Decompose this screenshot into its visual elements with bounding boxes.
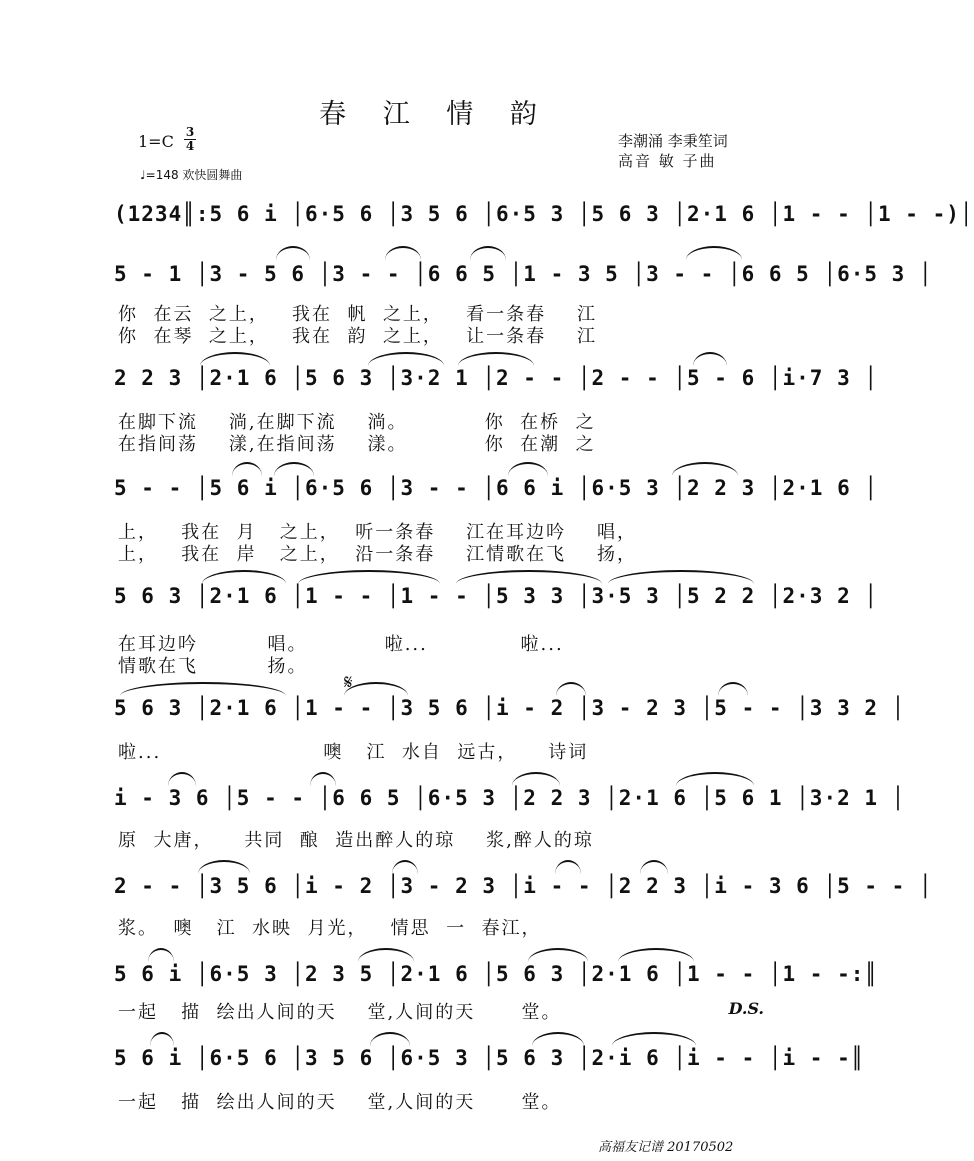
lyric-line-4a: 上， 我在 月 之上， 听一条春 江在耳边吟 唱， (118, 522, 637, 543)
lyric-line-2b: 你 在琴 之上， 我在 韵 之上， 让一条春 江 (118, 326, 597, 347)
slur (608, 570, 754, 584)
slur (344, 682, 408, 696)
segno-sign: 𝄋 (344, 670, 353, 694)
notes: i - 3 6 │5 - - │6 6 5 │6·5 3 │2 2 3 │2·1 6 │5 6 1 │3·2 1 │ (114, 786, 906, 810)
score-line-4 (114, 466, 879, 510)
slur (370, 1032, 410, 1046)
slur (358, 948, 414, 962)
lyric-line-5a: 在耳边吟 唱。 啦... 啦... (118, 634, 564, 655)
slur (556, 682, 586, 696)
slur (310, 772, 336, 786)
slur (618, 948, 694, 962)
slur (198, 860, 250, 874)
score-line-1 (114, 192, 974, 236)
slur (298, 570, 440, 584)
notes: 5 6 i │6·5 3 │2 3 5 │2·1 6 │5 6 3 │2·1 6 │1 - - │1 - -:║ (114, 962, 879, 986)
slur (528, 948, 588, 962)
slur (672, 462, 738, 476)
notes: 2 2 3 │2·1 6 │5 6 3 │3·2 1 │2 - - │2 - - │5 - 6 │i·7 3 │ (114, 366, 879, 390)
lyricist-credit: 李潮涌 李秉笙词 (618, 132, 728, 150)
time-signature-bottom: 4 (185, 139, 195, 153)
slur (276, 246, 310, 260)
lyric-line-7: 原 大唐， 共同 酿 造出醉人的琼 浆,醉人的琼 (118, 830, 594, 851)
notes: 5 - - │5 6 i │6·5 6 │3 - - │6 6 i │6·5 3 │2 2 3 │2·1 6 │ (114, 476, 879, 500)
song-title: 春 江 情 韵 (319, 99, 551, 130)
notes: (1234║:5 6 i │6·5 6 │3 5 6 │6·5 3 │5 6 3 │2·1 6 │1 - - │1 - -)│ (114, 202, 974, 226)
lyric-line-8: 浆。 噢 江 水映 月光， 情思 一 春江， (118, 918, 542, 939)
lyric-line-5b: 情歌在飞 扬。 (118, 656, 308, 677)
slur (368, 352, 444, 366)
slur (200, 352, 270, 366)
tempo-marking: ♩=148 欢快圆舞曲 (140, 168, 243, 182)
slur (676, 772, 754, 786)
slur (555, 860, 581, 874)
slur (693, 352, 727, 366)
slur (148, 948, 174, 962)
lyric-line-4b: 上， 我在 岸 之上， 沿一条春 江情歌在飞 扬， (118, 544, 637, 565)
transcriber-signature: 高福友记谱 20170502 (598, 1140, 734, 1155)
notes: 2 - - │3 5 6 │i - 2 │3 - 2 3 │i - - │2 2 3 │i - 3 6 │5 - - │ (114, 874, 933, 898)
notes: 5 6 i │6·5 6 │3 5 6 │6·5 3 │5 6 3 │2·i 6 │i - - │i - -║ (114, 1046, 865, 1070)
slur (612, 1032, 696, 1046)
lyric-line-3a: 在脚下流 淌,在脚下流 淌。 你 在桥 之 (118, 412, 596, 433)
slur (470, 246, 506, 260)
slur (120, 682, 286, 696)
slur (458, 352, 534, 366)
slur (718, 682, 748, 696)
lyric-line-9: 一起 描 绘出人间的天 堂,人间的天 堂。 (118, 1002, 562, 1023)
notes: 5 - 1 │3 - 5 6 │3 - - │6 6 5 │1 - 3 5 │3 - - │6 6 5 │6·5 3 │ (114, 262, 933, 286)
notes: 5 6 3 │2·1 6 │1 - - │1 - - │5 3 3 │3·5 3 │5 2 2 │2·3 2 │ (114, 584, 879, 608)
time-signature (184, 126, 196, 153)
time-signature-top: 3 (185, 125, 195, 139)
lyric-line-6: 啦... 噢 江 水自 远古， 诗词 (118, 742, 589, 763)
slur (512, 772, 560, 786)
lyric-line-10: 一起 描 绘出人间的天 堂,人间的天 堂。 (118, 1092, 562, 1113)
slur (385, 246, 421, 260)
slur (150, 1032, 174, 1046)
key-signature: 1=C (138, 132, 174, 151)
slur (202, 570, 286, 584)
slur (274, 462, 314, 476)
slur (532, 1032, 584, 1046)
slur (392, 860, 418, 874)
slur (168, 772, 196, 786)
score-line-7 (114, 776, 906, 820)
notes: 5 6 3 │2·1 6 │1 - - │3 5 6 │i - 2 │3 - 2 3 │5 - - │3 3 2 │ (114, 696, 906, 720)
lyric-line-2a: 你 在云 之上， 我在 帆 之上， 看一条春 江 (118, 304, 597, 325)
slur (686, 246, 742, 260)
score-line-2 (114, 252, 933, 296)
composer-credit: 高音 敏 子曲 (618, 152, 717, 170)
slur (232, 462, 262, 476)
ds-mark: D.S. (728, 999, 764, 1018)
slur (640, 860, 668, 874)
lyric-line-3b: 在指间荡 漾,在指间荡 漾。 你 在潮 之 (118, 434, 596, 455)
slur (456, 570, 602, 584)
slur (508, 462, 548, 476)
